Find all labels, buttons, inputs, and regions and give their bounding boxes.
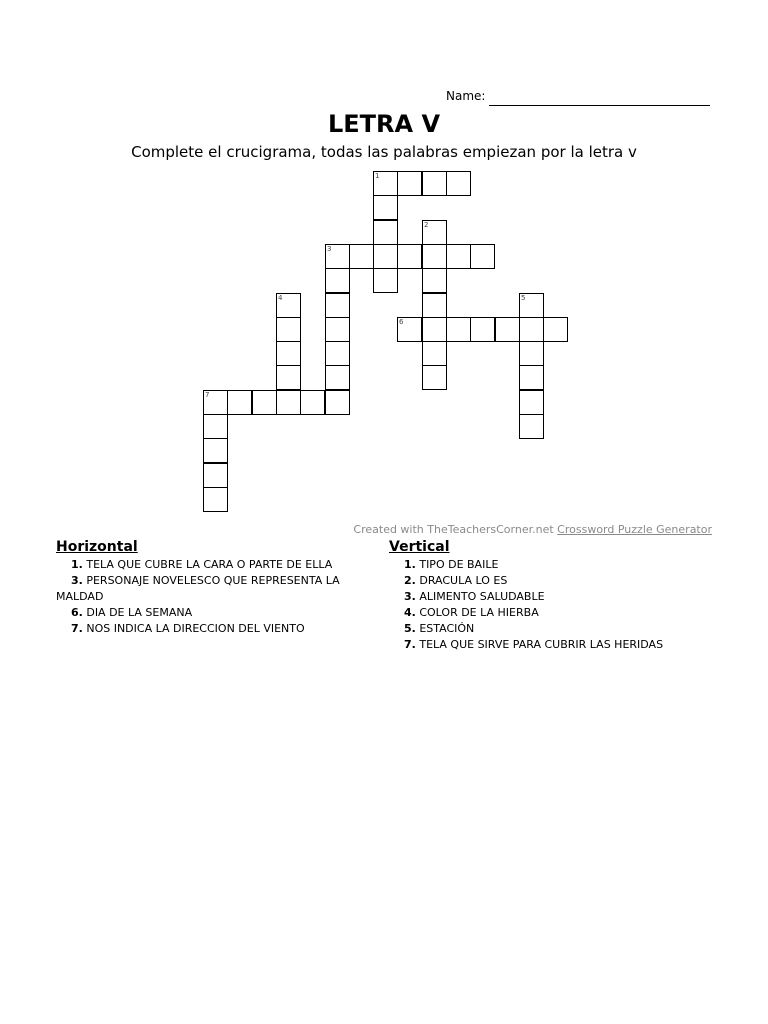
clue-number: 7. xyxy=(71,622,83,635)
grid-cell[interactable] xyxy=(373,244,398,269)
grid-cell[interactable] xyxy=(543,317,568,342)
clue-item xyxy=(56,557,366,573)
grid-cell[interactable] xyxy=(373,268,398,293)
grid-cell[interactable] xyxy=(252,390,277,415)
grid-cell[interactable] xyxy=(276,317,301,342)
clue-text: DIA DE LA SEMANA xyxy=(86,606,193,619)
grid-cell[interactable] xyxy=(470,244,495,269)
clue-text: PERSONAJE NOVELESCO QUE REPRESENTA LA xyxy=(86,574,340,587)
cell-number: 6 xyxy=(399,318,404,326)
grid-cell[interactable] xyxy=(519,414,544,439)
grid-cell[interactable] xyxy=(470,317,495,342)
grid-cell[interactable] xyxy=(519,365,544,390)
grid-cell[interactable] xyxy=(519,293,544,318)
grid-cell[interactable] xyxy=(325,341,350,366)
grid-cell[interactable] xyxy=(325,365,350,390)
cell-number: 4 xyxy=(278,294,283,302)
grid-cell[interactable] xyxy=(422,341,447,366)
clue-item xyxy=(56,573,366,589)
clue-number: 1. xyxy=(404,558,416,571)
clue-text: TELA QUE SIRVE PARA CUBRIR LAS HERIDAS xyxy=(419,638,664,651)
grid-cell[interactable] xyxy=(276,293,301,318)
grid-cell[interactable] xyxy=(373,171,398,196)
grid-cell[interactable] xyxy=(422,244,447,269)
vertical-heading: Vertical xyxy=(389,539,450,555)
clue-text: TELA QUE CUBRE LA CARA O PARTE DE ELLA xyxy=(86,558,333,571)
generator-link[interactable]: Crossword Puzzle Generator xyxy=(557,523,712,536)
clue-text: COLOR DE LA HIERBA xyxy=(419,606,539,619)
grid-cell[interactable] xyxy=(422,317,447,342)
clue-number: 1. xyxy=(71,558,83,571)
grid-cell[interactable] xyxy=(203,438,228,463)
clue-text: ESTACIÓN xyxy=(419,622,475,635)
grid-cell[interactable] xyxy=(446,317,471,342)
credit-prefix: Created with TheTeachersCorner.net xyxy=(353,523,558,536)
clue-item xyxy=(389,589,709,605)
grid-cell[interactable] xyxy=(397,244,422,269)
instructions: Complete el crucigrama, todas las palabras empiezan por la letra v xyxy=(131,143,637,161)
grid-cell[interactable] xyxy=(349,244,374,269)
clue-text: DRACULA LO ES xyxy=(419,574,508,587)
grid-cell[interactable] xyxy=(422,171,447,196)
clue-item xyxy=(389,557,709,573)
grid-cell[interactable] xyxy=(325,244,350,269)
grid-cell[interactable] xyxy=(373,195,398,220)
cell-number: 1 xyxy=(375,172,380,180)
clue-number: 5. xyxy=(404,622,416,635)
grid-cell[interactable] xyxy=(397,171,422,196)
clue-item xyxy=(389,573,709,589)
grid-cell[interactable] xyxy=(203,390,228,415)
clue-item xyxy=(389,621,709,637)
grid-cell[interactable] xyxy=(495,317,520,342)
grid-cell[interactable] xyxy=(325,317,350,342)
clue-text: NOS INDICA LA DIRECCION DEL VIENTO xyxy=(86,622,305,635)
cell-number: 3 xyxy=(327,245,332,253)
grid-cell[interactable] xyxy=(203,414,228,439)
grid-cell[interactable] xyxy=(325,390,350,415)
vertical-clues xyxy=(389,539,709,653)
name-label: Name: xyxy=(446,89,486,103)
grid-cell[interactable] xyxy=(325,268,350,293)
credit-line xyxy=(353,523,712,536)
grid-cell[interactable] xyxy=(203,487,228,512)
cell-number: 7 xyxy=(205,391,210,399)
cell-number: 5 xyxy=(521,294,526,302)
clue-text: ALIMENTO SALUDABLE xyxy=(419,590,545,603)
grid-cell[interactable] xyxy=(203,463,228,488)
cell-number: 2 xyxy=(424,221,429,229)
grid-cell[interactable] xyxy=(227,390,252,415)
grid-cell[interactable] xyxy=(519,317,544,342)
clue-item xyxy=(56,605,366,621)
clue-number: 4. xyxy=(404,606,416,619)
grid-cell[interactable] xyxy=(276,365,301,390)
clue-continuation: MALDAD xyxy=(56,590,104,603)
clue-number: 7. xyxy=(404,638,416,651)
clue-text: TIPO DE BAILE xyxy=(419,558,499,571)
horizontal-clues xyxy=(56,539,366,637)
clue-item xyxy=(389,605,709,621)
grid-cell[interactable] xyxy=(446,171,471,196)
grid-cell[interactable] xyxy=(519,341,544,366)
grid-cell[interactable] xyxy=(422,293,447,318)
grid-cell[interactable] xyxy=(325,293,350,318)
clue-number: 6. xyxy=(71,606,83,619)
grid-cell[interactable] xyxy=(519,390,544,415)
page-title: LETRA V xyxy=(327,110,441,138)
grid-cell[interactable] xyxy=(373,220,398,245)
grid-cell[interactable] xyxy=(276,341,301,366)
grid-cell[interactable] xyxy=(300,390,325,415)
clue-number: 3. xyxy=(404,590,416,603)
grid-cell[interactable] xyxy=(446,244,471,269)
clue-item xyxy=(56,621,366,637)
grid-cell[interactable] xyxy=(397,317,422,342)
clue-number: 3. xyxy=(71,574,83,587)
grid-cell[interactable] xyxy=(422,365,447,390)
grid-cell[interactable] xyxy=(422,220,447,245)
grid-cell[interactable] xyxy=(422,268,447,293)
horizontal-heading: Horizontal xyxy=(56,539,138,555)
clue-number: 2. xyxy=(404,574,416,587)
grid-cell[interactable] xyxy=(276,390,301,415)
clue-item xyxy=(389,637,709,653)
